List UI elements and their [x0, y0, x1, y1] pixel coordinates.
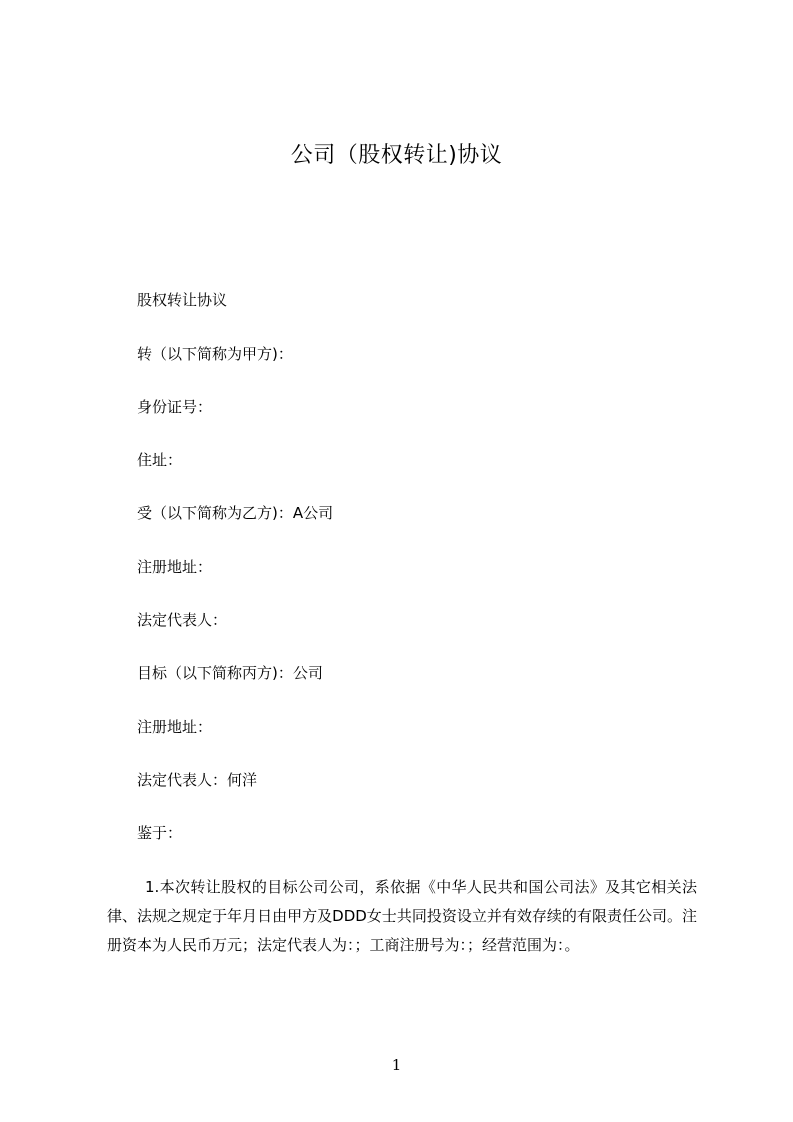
page-number: 1	[391, 1056, 402, 1074]
agreement-heading: 股权转让协议	[137, 291, 228, 309]
transferee-line: 受（以下简称为乙方)：A公司	[137, 504, 334, 522]
id-number-line: 身份证号：	[137, 398, 213, 416]
target-company-line: 目标（以下简称丙方)：公司	[137, 664, 323, 682]
registered-address-line-2: 注册地址：	[137, 718, 213, 736]
address-line: 住址：	[137, 451, 183, 469]
registered-address-line-1: 注册地址：	[137, 558, 213, 576]
whereas-line: 鉴于：	[137, 824, 183, 842]
document-title: 公司（股权转让)协议	[290, 143, 503, 168]
clause-1-paragraph: 1.本次转让股权的目标公司公司，系依据《中华人民共和国公司法》及其它相关法律、法规之规定于年月日由甲方及DDD女士共同投资设立并有效存续的有限责任公司。注册资本为人民币万元；法定代表人为：；工商注册号为：；经营范围为：。	[107, 878, 697, 954]
legal-representative-line-2: 法定代表人：何洋	[137, 771, 258, 789]
transferor-line: 转（以下简称为甲方)：	[137, 345, 293, 363]
legal-representative-line-1: 法定代表人：	[137, 611, 228, 629]
